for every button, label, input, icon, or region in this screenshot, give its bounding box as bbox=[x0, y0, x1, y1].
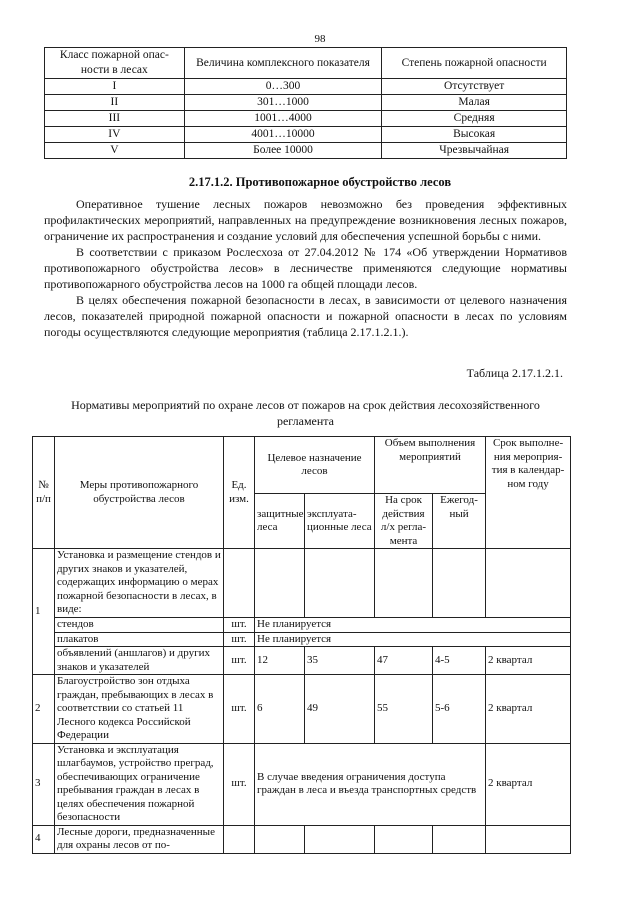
cell-index: Более 10000 bbox=[184, 143, 382, 159]
paragraph: В целях обеспечения пожарной безопасности в лесах, в зависимости от целевого назначения лесов, показателей природной пожарной опасности и пожарной опасности в лесах по условиям погоды осуществляются следующие мероприятия (таблица 2.17.1.2.1.). bbox=[44, 293, 567, 339]
row-annual: 5-6 bbox=[433, 675, 486, 744]
empty-cell bbox=[486, 825, 571, 853]
row-measure: стендов bbox=[55, 618, 224, 633]
table-row bbox=[45, 79, 567, 95]
cell-class: II bbox=[45, 95, 185, 111]
row-unit: шт. bbox=[224, 647, 255, 675]
measures-table bbox=[32, 436, 571, 854]
section-heading: 2.17.1.2. Противопожарное обустройство лесов bbox=[188, 175, 452, 189]
empty-cell bbox=[305, 549, 375, 618]
table-label: Таблица 2.17.1.2.1. bbox=[466, 366, 563, 380]
row-note: Не планируется bbox=[255, 618, 571, 633]
row-unit: шт. bbox=[224, 743, 255, 825]
empty-cell bbox=[375, 549, 433, 618]
empty-cell bbox=[255, 825, 305, 853]
header-index: Величина комплексного показателя bbox=[184, 48, 382, 79]
paragraph: В соответствии с приказом Рослесхоза от 27.04.2012 № 174 «Об утверждении Нормативов противопожарного обустройства лесов» в лесничестве применяются следующие нормативы противопожарного обустройства лесов на 1000 га общей площади лесов. bbox=[44, 245, 567, 291]
table-row bbox=[33, 549, 571, 618]
cell-degree: Средняя bbox=[382, 111, 567, 127]
table-row bbox=[33, 647, 571, 675]
row-measure: Установка и эксплуатация шлагбаумов, устройство преград, обеспечивающих ограничение пребывания граждан в лесах в целях обеспечения пожарной безопасности bbox=[55, 743, 224, 825]
row-measure: объявлений (аншлагов) и других знаков и указателей bbox=[55, 647, 224, 675]
empty-cell bbox=[224, 549, 255, 618]
cell-index: 1001…4000 bbox=[184, 111, 382, 127]
header-volume: Объем выполнения мероприятий bbox=[375, 437, 486, 494]
header-num: № п/п bbox=[33, 437, 55, 549]
empty-cell bbox=[375, 825, 433, 853]
table-row bbox=[33, 675, 571, 744]
row-total: 55 bbox=[375, 675, 433, 744]
body-text bbox=[44, 196, 567, 340]
cell-class: I bbox=[45, 79, 185, 95]
paragraph: Оперативное тушение лесных пожаров невозможно без проведения эффективных профилактических мероприятий, направленных на предупреждение возникновения лесных пожаров, ограничение их распространения и создание условий для обеспечения успешной борьбы с ними. bbox=[44, 197, 567, 243]
header-class: Класс пожарной опас-ности в лесах bbox=[45, 48, 185, 79]
row-measure: Установка и размещение стендов и других знаков и указателей, содержащих информацию о мерах пожарной безопасности в лесах, в виде: bbox=[55, 549, 224, 618]
empty-cell bbox=[433, 825, 486, 853]
row-note: В случае введения ограничения доступа граждан в леса и въезда транспортных средств bbox=[255, 743, 486, 825]
row-deadline: 2 квартал bbox=[486, 675, 571, 744]
cell-index: 0…300 bbox=[184, 79, 382, 95]
header-purpose: Целевое назначение лесов bbox=[255, 437, 375, 494]
table-row bbox=[45, 111, 567, 127]
header-annual: Ежегод-ный bbox=[433, 494, 486, 549]
header-degree: Степень пожарной опасности bbox=[382, 48, 567, 79]
cell-class: III bbox=[45, 111, 185, 127]
empty-cell bbox=[255, 549, 305, 618]
row-measure: Благоустройство зон отдыха граждан, пребывающих в лесах в соответствии со статьей 11 Лесного кодекса Российской Федерации bbox=[55, 675, 224, 744]
cell-degree: Высокая bbox=[382, 127, 567, 143]
table-row bbox=[45, 127, 567, 143]
cell-degree: Чрезвычайная bbox=[382, 143, 567, 159]
row-exploitation: 35 bbox=[305, 647, 375, 675]
row-measure: Лесные дороги, предназначенные для охраны лесов от по- bbox=[55, 825, 224, 853]
cell-degree: Малая bbox=[382, 95, 567, 111]
header-exploitation: эксплуата-ционные леса bbox=[305, 494, 375, 549]
header-unit: Ед. изм. bbox=[224, 437, 255, 549]
table-row bbox=[33, 632, 571, 647]
table-row bbox=[33, 618, 571, 633]
header-protective: защитные леса bbox=[255, 494, 305, 549]
page-number: 98 bbox=[314, 33, 326, 45]
empty-cell bbox=[486, 549, 571, 618]
table-row bbox=[45, 95, 567, 111]
fire-class-table bbox=[44, 47, 567, 159]
header-term-total: На срок действия л/х регла-мента bbox=[375, 494, 433, 549]
cell-class: IV bbox=[45, 127, 185, 143]
cell-degree: Отсутствует bbox=[382, 79, 567, 95]
table-caption: Нормативы мероприятий по охране лесов от пожаров на срок действия лесохозяйственного регламента bbox=[71, 398, 540, 428]
row-note: Не планируется bbox=[255, 632, 571, 647]
row-deadline: 2 квартал bbox=[486, 647, 571, 675]
row-num: 4 bbox=[33, 825, 55, 853]
empty-cell bbox=[433, 549, 486, 618]
cell-index: 4001…10000 bbox=[184, 127, 382, 143]
row-protective: 6 bbox=[255, 675, 305, 744]
row-unit: шт. bbox=[224, 632, 255, 647]
header-row bbox=[33, 437, 571, 494]
row-unit: шт. bbox=[224, 618, 255, 633]
row-deadline: 2 квартал bbox=[486, 743, 571, 825]
row-exploitation: 49 bbox=[305, 675, 375, 744]
row-num: 3 bbox=[33, 743, 55, 825]
table-row bbox=[33, 743, 571, 825]
cell-index: 301…1000 bbox=[184, 95, 382, 111]
row-protective: 12 bbox=[255, 647, 305, 675]
table-row bbox=[33, 825, 571, 853]
empty-cell bbox=[305, 825, 375, 853]
empty-cell bbox=[224, 825, 255, 853]
header-measure: Меры противопожарного обустройства лесов bbox=[55, 437, 224, 549]
row-num: 2 bbox=[33, 675, 55, 744]
table-row bbox=[45, 143, 567, 159]
row-annual: 4-5 bbox=[433, 647, 486, 675]
table-header-row bbox=[45, 48, 567, 79]
header-deadline: Срок выполне-ния мероприя-тия в календар-ном году bbox=[486, 437, 571, 549]
cell-class: V bbox=[45, 143, 185, 159]
row-num: 1 bbox=[33, 549, 55, 675]
row-total: 47 bbox=[375, 647, 433, 675]
row-measure: плакатов bbox=[55, 632, 224, 647]
row-unit: шт. bbox=[224, 675, 255, 744]
